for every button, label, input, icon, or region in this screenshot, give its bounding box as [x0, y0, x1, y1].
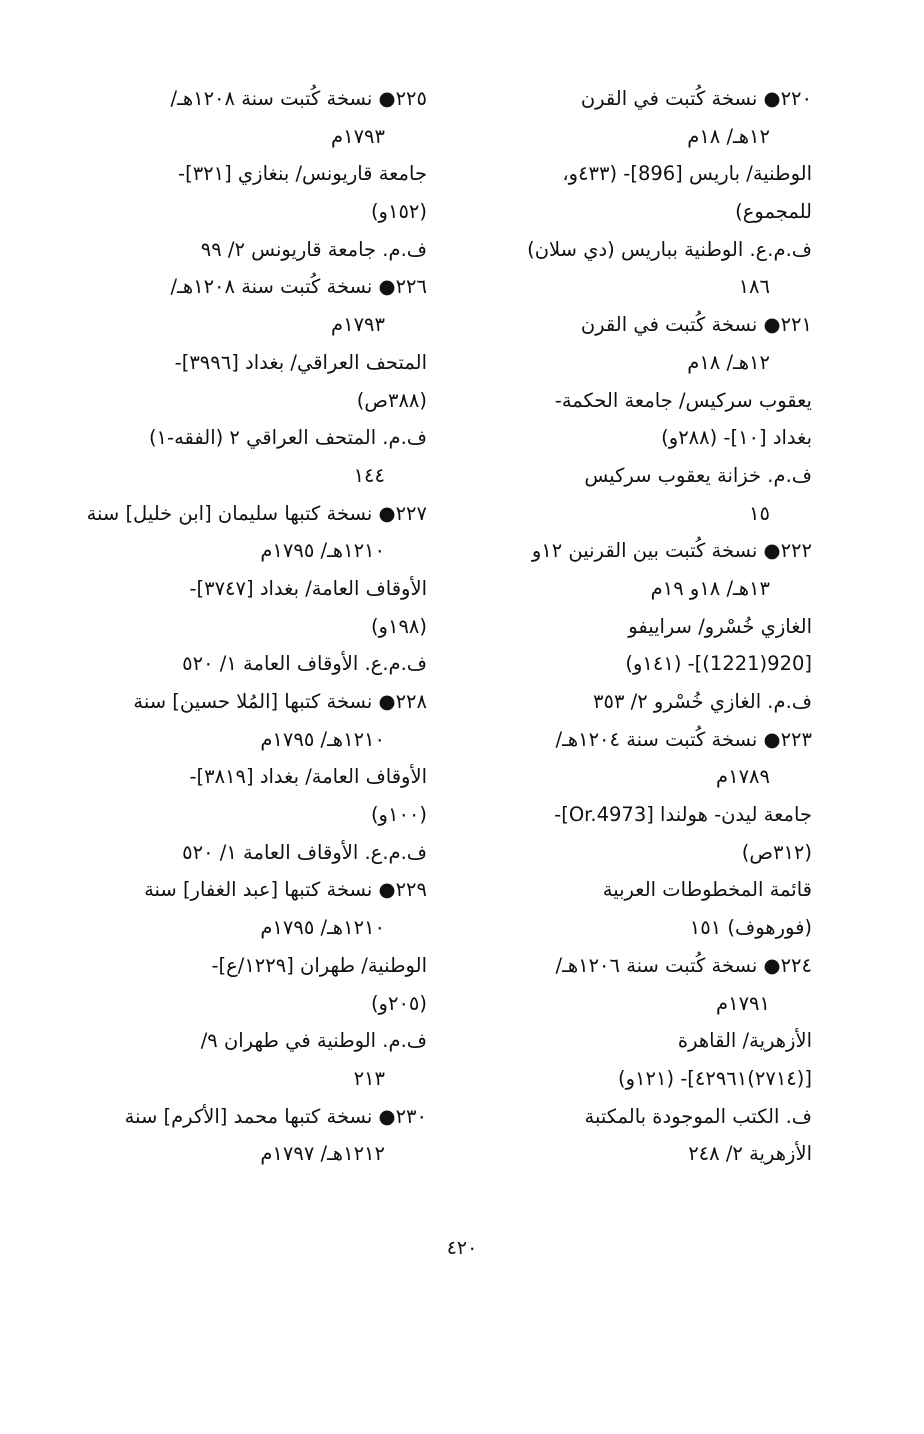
entry-line: الغازي خُسْرو/ سراييفو	[628, 614, 812, 638]
entry-line: ١٤٤	[353, 463, 385, 487]
entry-line: ف.م. الوطنية في طهران ٩/	[200, 1029, 427, 1053]
entry-line: ف.م.ع. الوطنية بباريس (دي سلان)	[527, 237, 812, 261]
entry-line: ف.م. المتحف العراقي ٢ (الفقه-١)	[148, 426, 427, 450]
manuscript-entry	[77, 80, 427, 268]
entry-heading: ٢٢١● نسخة كُتبت في القرن	[580, 313, 812, 337]
entry-heading: ٢٢٨● نسخة كتبها [المُلا حسين] سنة	[133, 690, 427, 713]
entry-line: للمجموع)	[735, 200, 812, 224]
entry-line: [(٢٧١٤)٤٢٩٦١]- (١٢١و)	[617, 1066, 812, 1090]
manuscript-entry	[462, 721, 812, 947]
entry-heading: ٢٢٣● نسخة كُتبت سنة ١٢٠٤هـ/	[555, 727, 812, 751]
entry-line: الأوقاف العامة/ بغداد [٣٨١٩]-	[189, 765, 427, 789]
entry-line: ١٢١٠هـ/ ١٧٩٥م	[260, 539, 385, 563]
entry-line: ف.م. خزانة يعقوب سركيس	[584, 463, 812, 487]
entry-line: (١٥٢و)	[370, 200, 427, 224]
entry-heading: ٢٢٤● نسخة كُتبت سنة ١٢٠٦هـ/	[555, 953, 812, 977]
entry-line: (فورهوف) ١٥١	[689, 916, 812, 940]
entry-line: ف.م.ع. الأوقاف العامة ١/ ٥٢٠	[182, 652, 427, 676]
entry-line: (٢٠٥و)	[370, 991, 427, 1015]
entry-line: ف.م. جامعة قاريونس ٢/ ٩٩	[200, 237, 427, 261]
entry-line: الوطنية/ باريس [896]- (٤٣٣و،	[562, 162, 812, 186]
entry-line: يعقوب سركيس/ جامعة الحكمة-	[554, 388, 812, 412]
entry-line: (٣٨٨ص)	[356, 388, 427, 412]
entry-line: [920(1221)]- (١٤١و)	[625, 652, 812, 676]
entry-heading: ٢٢٧● نسخة كتبها سليمان [ابن خليل] سنة	[86, 501, 427, 525]
entry-heading: ٢٢٠● نسخة كُتبت في القرن	[580, 87, 812, 110]
entry-line: ١٧٩١م	[716, 991, 770, 1015]
entry-line: ف. الكتب الموجودة بالمكتبة	[584, 1104, 812, 1128]
entry-line: ١٥	[749, 501, 770, 525]
manuscript-entry	[462, 532, 812, 720]
entry-heading: ٢٢٦● نسخة كُتبت سنة ١٢٠٨هـ/	[170, 275, 427, 299]
entry-line: بغداد [١٠]- (٢٨٨و)	[661, 426, 812, 450]
entry-line: المتحف العراقي/ بغداد [٣٩٩٦]-	[174, 350, 427, 374]
page-number: ٤٢٠	[446, 1237, 478, 1259]
entry-line: جامعة ليدن- هولندا [Or.4973]-	[554, 803, 812, 827]
right-column	[462, 80, 812, 1173]
manuscript-entry	[77, 683, 427, 871]
entry-line: (١٠٠و)	[370, 803, 427, 827]
entry-line: ١٧٩٣م	[331, 124, 385, 148]
left-column	[77, 80, 427, 1173]
entry-line: ١٢١٠هـ/ ١٧٩٥م	[260, 727, 385, 751]
entry-heading: ٢٢٥● نسخة كُتبت سنة ١٢٠٨هـ/	[170, 87, 427, 110]
manuscript-entry	[77, 495, 427, 683]
entry-line: الأزهرية/ القاهرة	[677, 1029, 812, 1053]
entry-line: ٢١٣	[353, 1066, 385, 1090]
entry-line: جامعة قاريونس/ بنغازي [٣٢١]-	[178, 162, 427, 186]
entry-line: ١٢هـ/ ١٨م	[687, 124, 770, 148]
entry-line: ١٧٨٩م	[716, 765, 770, 789]
entry-line: ١٨٦	[738, 275, 770, 299]
manuscript-entry	[77, 871, 427, 1097]
entry-heading: ٢٢٢● نسخة كُتبت بين القرنين ١٢و	[531, 539, 812, 563]
entry-line: قائمة المخطوطات العربية	[602, 878, 812, 902]
entry-line: ١٧٩٣م	[331, 313, 385, 337]
manuscript-entry	[77, 268, 427, 494]
manuscript-entry	[462, 80, 812, 306]
entry-line: (١٩٨و)	[370, 614, 427, 638]
manuscript-entry	[77, 1098, 427, 1173]
entry-line: ١٣هـ/ ١٨و ١٩م	[650, 576, 770, 600]
entry-line: الأزهرية ٢/ ٢٤٨	[688, 1142, 812, 1166]
manuscript-entry	[462, 306, 812, 532]
entry-line: ١٢١٠هـ/ ١٧٩٥م	[260, 916, 385, 940]
entry-line: ١٢هـ/ ١٨م	[687, 350, 770, 374]
entry-line: (٣١٢ص)	[741, 840, 812, 864]
entry-line: الأوقاف العامة/ بغداد [٣٧٤٧]-	[189, 576, 427, 600]
manuscript-entry	[462, 947, 812, 1173]
entry-line: ف.م.ع. الأوقاف العامة ١/ ٥٢٠	[182, 840, 427, 864]
entry-line: ف.م. الغازي خُسْرو ٢/ ٣٥٣	[593, 690, 812, 713]
entry-heading: ٢٢٩● نسخة كتبها [عبد الغفار] سنة	[144, 878, 427, 902]
entry-line: ١٢١٢هـ/ ١٧٩٧م	[260, 1142, 385, 1166]
entry-line: الوطنية/ طهران [١٢٢٩/ع]-	[211, 953, 427, 977]
entry-heading: ٢٣٠● نسخة كتبها محمد [الأكرم] سنة	[124, 1104, 427, 1128]
